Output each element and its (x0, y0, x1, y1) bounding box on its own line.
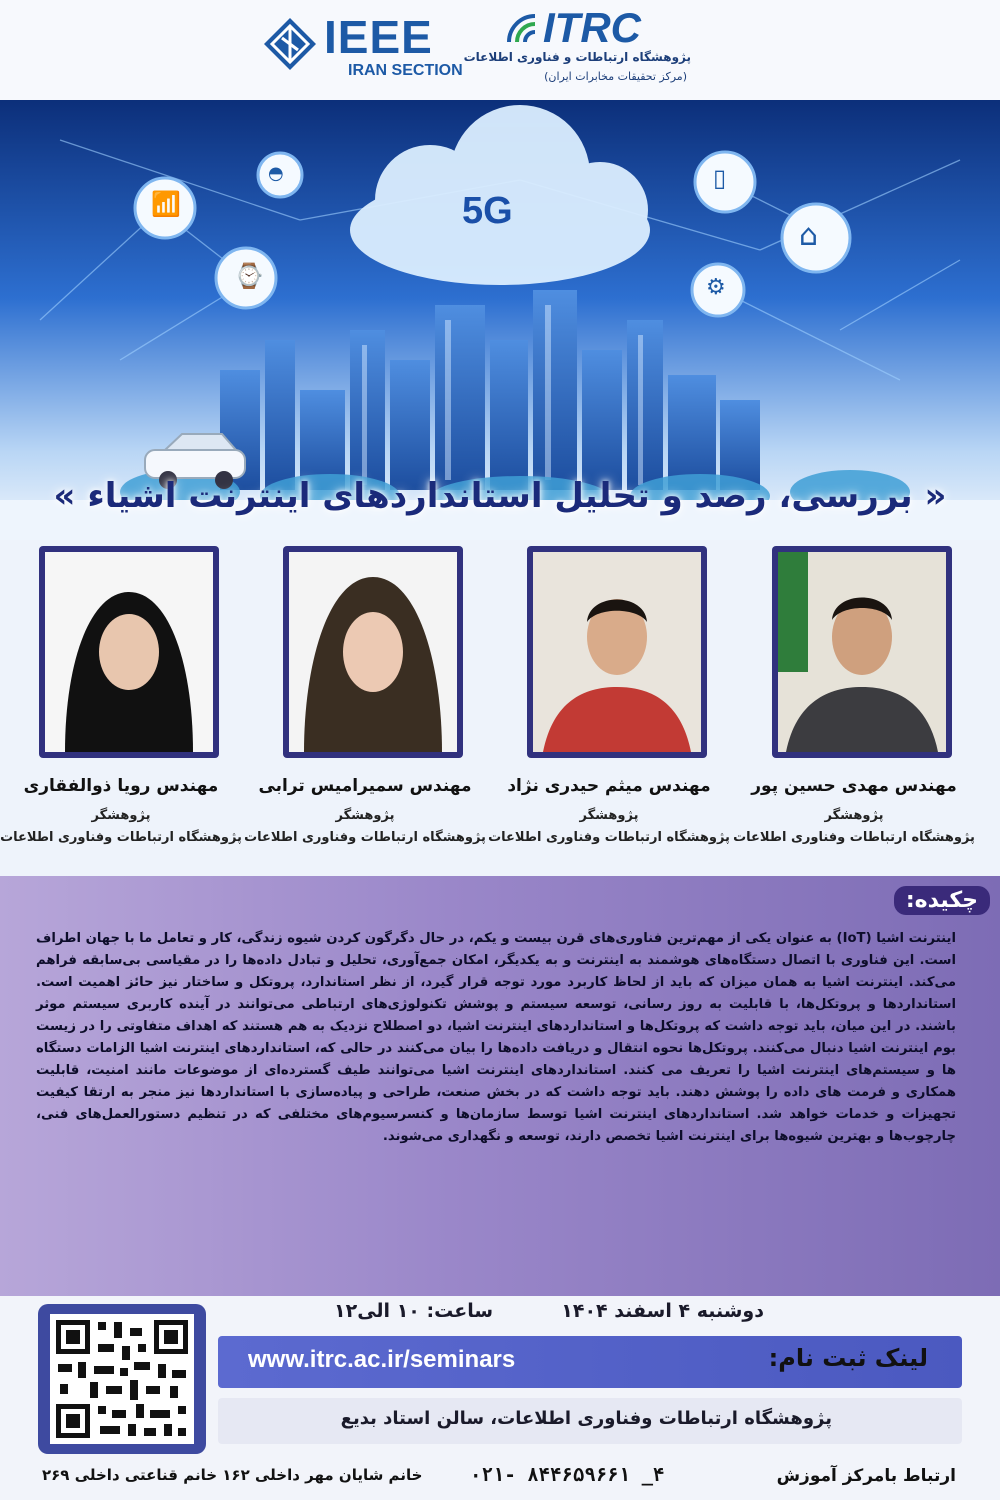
registration-label: لینک ثبت نام: (768, 1344, 928, 1372)
itrc-subname: (مرکز تحقیقات مخابرات ایران) (544, 70, 687, 83)
smart-city-illustration (0, 100, 1000, 540)
speaker-name: مهندس میثم حیدری نژاد (507, 776, 711, 796)
robot-arm-icon: ⚙ (706, 275, 726, 300)
speaker-organization: پژوهشگاه ارتباطات وفناوری اطلاعات (244, 830, 486, 845)
speaker-photo-frame (772, 546, 952, 758)
speaker-photo (778, 552, 946, 752)
speaker-card-4 (1, 546, 241, 866)
speaker-photo-frame (39, 546, 219, 758)
speaker-organization: پژوهشگاه ارتباطات وفناوری اطلاعات (488, 830, 730, 845)
speaker-photo-frame (527, 546, 707, 758)
speaker-name: مهندس رویا ذوالفقاری (23, 776, 219, 796)
speaker-photo-frame (283, 546, 463, 758)
speaker-role: پژوهشگر (335, 808, 395, 823)
registration-bar (218, 1336, 962, 1388)
vr-headset-icon: ◓ (268, 163, 284, 184)
contact-names: خانم شایان مهر داخلی ۱۶۲ خانم قناعتی داخلی ۲۶۹ (42, 1466, 423, 1484)
event-info (0, 1296, 1000, 1500)
qr-code-frame[interactable] (38, 1304, 206, 1454)
hero-banner (0, 100, 1000, 540)
wifi-icon: 📶 (151, 190, 181, 218)
itrc-logo[interactable] (463, 4, 705, 90)
itrc-signal-icon (505, 12, 545, 48)
speaker-role: پژوهشگر (91, 808, 151, 823)
abstract-section (0, 876, 1000, 1296)
smartphone-icon: ▯ (713, 164, 727, 192)
qr-code[interactable] (50, 1314, 194, 1444)
ieee-wordmark: IEEE (324, 11, 433, 63)
ieee-subtitle: IRAN SECTION (348, 62, 463, 79)
speaker-organization: پژوهشگاه ارتباطات وفناوری اطلاعات (0, 830, 242, 845)
speaker-card-2 (489, 546, 729, 866)
speaker-card-3 (245, 546, 485, 866)
speaker-photo (45, 552, 213, 752)
smartwatch-icon: ⌚ (234, 262, 264, 290)
itrc-name: پژوهشگاه ارتباطات و فناوری اطلاعات (463, 50, 691, 64)
event-time: ساعت: ۱۰ الی۱۲ (334, 1300, 494, 1322)
smart-home-icon: ⌂ (799, 218, 819, 253)
ieee-logo[interactable] (262, 12, 472, 82)
speaker-card-1 (734, 546, 974, 866)
event-venue: پژوهشگاه ارتباطات وفناوری اطلاعات، سالن استاد بدیع (340, 1408, 832, 1429)
event-date: دوشنبه ۴ اسفند ۱۴۰۴ (561, 1300, 764, 1322)
speaker-photo (533, 552, 701, 752)
abstract-title: چکیده: (894, 886, 990, 915)
speaker-name: مهندس مهدی حسین پور (751, 776, 957, 796)
header (0, 0, 1000, 100)
ieee-diamond-icon (262, 16, 318, 72)
abstract-body: اینترنت اشیا (IoT) به عنوان یکی از مهم‌ترین فناوری‌های قرن بیست و یکم، در حال دگرگون کردن شیوه زندگی، کار و تعامل ما با جهان اطراف است. این فناوری با اتصال دستگاه‌های هوشمند به اینترنت و به یکدیگر، امکان جمع‌آوری، تحلیل و تبادل داده‌ها را در مقیاسی بی‌سابقه فراهم می‌کند. اینترنت اشیا به همان میزان که باید از لحاظ کاربرد مورد توجه قرار گیرد، از نظر استاندارد، پروتکل و ساختار نیز حائز اهمیت است. استانداردها و پروتکل‌ها، با قابلیت به روز رسانی، توسعه سیستم و پوشش تکنولوژی‌های ارتباطی می‌توانند در آینده کاربری سیستم موثر باشند. در این میان، باید توجه داشت که پروتکل‌ها و استانداردهای اینترنت اشیا، دو اصطلاح نزدیک به هم هستند که اهداف متفاوتی را در زیست بوم اینترنت اشیا دنبال می‌کنند. پروتکل‌ها نحوه انتقال و دریافت داده‌ها را بیان می‌کنند در حالی که، استانداردهای اینترنت اشیا الزامات دستگاه ها و سیستم‌های اینترنت اشیا را تعریف می کنند. استانداردهای اینترنت اشیا می‌توانند طیف گسترده‌ای از موضوعات مانند امنیت، قابلیت همکاری و فرمت های داده را پوشش دهند. باید توجه داشت که در بخش صنعت، طراحی و پیاده‌سازی با استانداردها نیز منجر به ارتقا کیفیت تجهیزات و خدمات خواهد شد. استانداردهای اینترنت اشیا توسط سازمان‌ها و کنسرسیوم‌های مختلفی که در تنظیم دستورالعمل‌های فنی، چارچوب‌ها و بهترین شیوه‌ها برای اینترنت اشیا تخصص دارند، توسعه و نگهداری می‌شوند. (36, 931, 957, 1144)
venue-bar (218, 1398, 962, 1444)
speaker-photo (289, 552, 457, 752)
registration-link[interactable]: www.itrc.ac.ir/seminars (248, 1346, 516, 1373)
speaker-role: پژوهشگر (824, 808, 884, 823)
5g-badge: 5G (462, 190, 513, 232)
speaker-role: پژوهشگر (579, 808, 639, 823)
itrc-wordmark: ITRC (543, 4, 641, 51)
seminar-title: « بررسی، رصد و تحلیل استانداردهای اینترنت اشیاء » (53, 476, 947, 516)
contact-phone[interactable]: ۰۲۱- ۸۴۴۶۵۹۶۶۱ _۴ (470, 1464, 665, 1486)
speaker-organization: پژوهشگاه ارتباطات وفناوری اطلاعات (733, 830, 975, 845)
speaker-name: مهندس سمیرامیس ترابی (258, 776, 472, 796)
contact-label: ارتباط بامرکز آموزش (776, 1466, 956, 1486)
